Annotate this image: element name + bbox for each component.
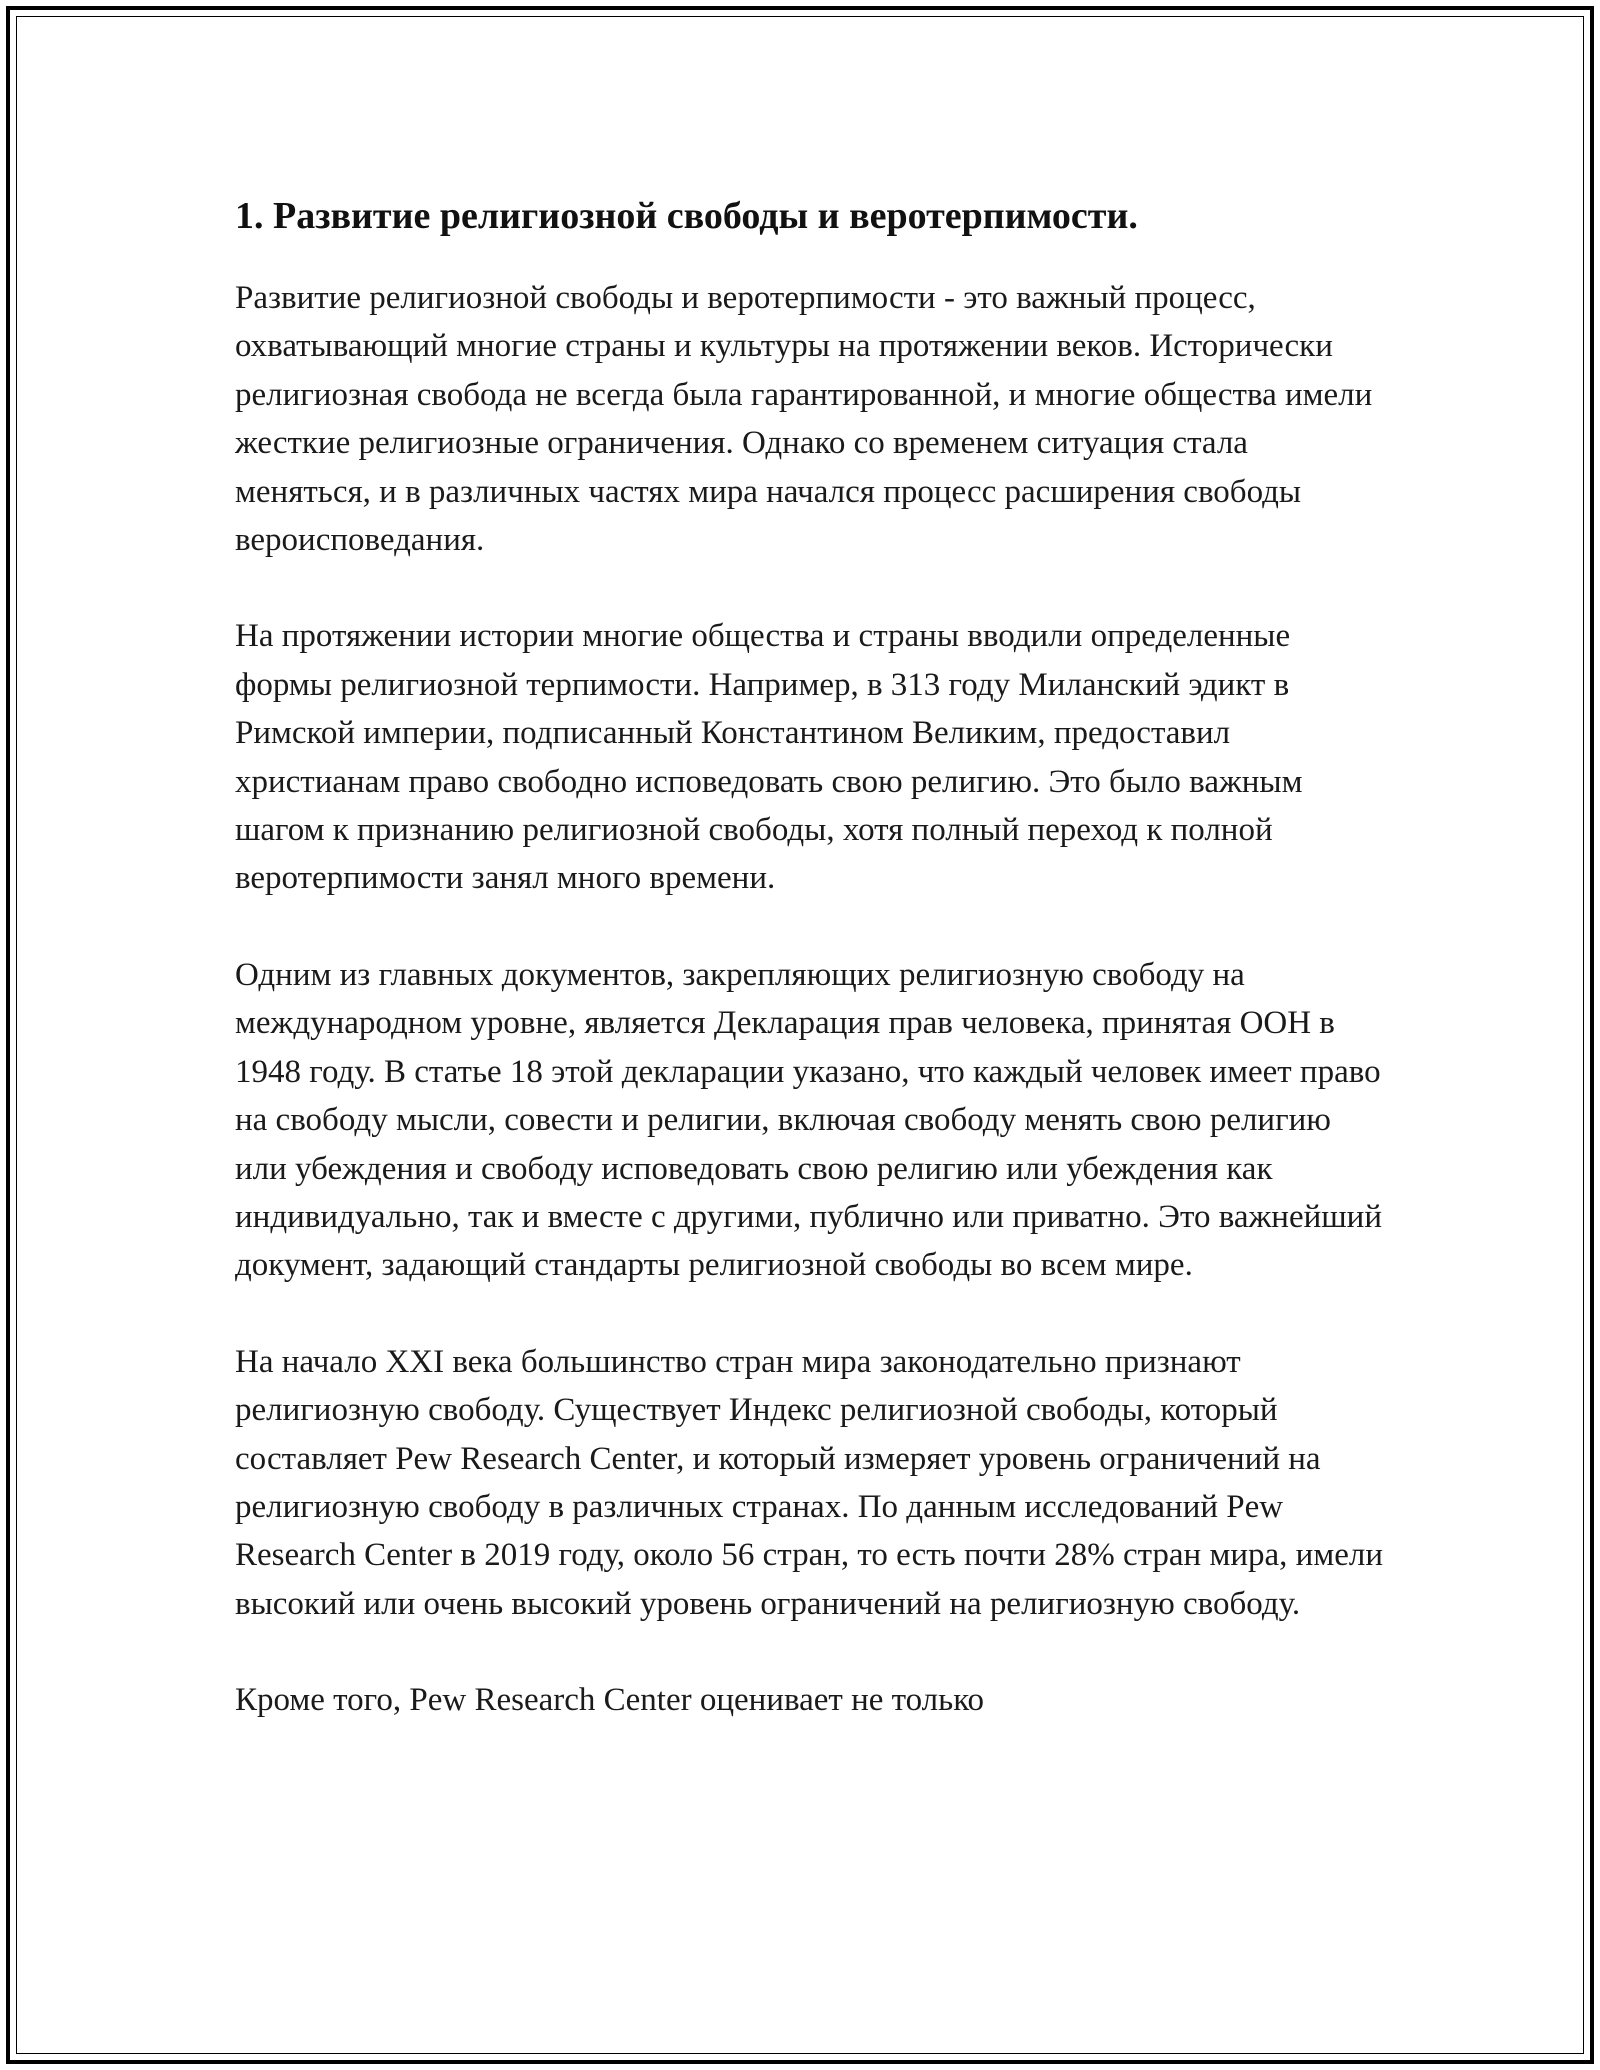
paragraph-3: Одним из главных документов, закрепляющих религиозную свободу на международном уровне, является Декларация прав человека, принятая ООН в 1948 году. В статье 18 этой декларации указано, что каждый человек имеет право на свободу мысли, совести и религии, включая свободу менять свою религию или убеждения и свободу исповедовать свою религию или убеждения как индивидуально, так и вместе с другими, публично или приватно. Это важнейший документ, задающий стандарты религиозной свободы во всем мире. xyxy=(235,956,1382,1284)
paragraph-2: На протяжении истории многие общества и страны вводили определенные формы религиозной терпимости. Например, в 313 году Миланский эдикт в Римской империи, подписанный Константином Великим, предоставил христианам право свободно исповедовать свою религию. Это было важным шагом к признанию религиозной свободы, хотя полный переход к полной веротерпимости занял много времени. xyxy=(235,618,1303,897)
section-heading: 1. Развитие религиозной свободы и веротерпимости. xyxy=(235,195,1138,237)
paragraph-4: На начало XXI века большинство стран мира законодательно признают религиозную свободу. Существует Индекс религиозной свободы, который составляет Pew Research Center, и который измеряет уровень ограничений на религиозную свободу в различных странах. По данным исследований Pew Research Center в 2019 году, около 56 стран, то есть почти 28% стран мира, имели высокий или очень высокий уровень ограничений на религиозную свободу. xyxy=(235,1343,1383,1622)
paragraph-5: Кроме того, Pew Research Center оценивает не только xyxy=(235,1682,985,1719)
document-body xyxy=(235,186,1385,1773)
paragraph-1: Развитие религиозной свободы и веротерпимости - это важный процесс, охватывающий многие страны и культуры на протяжении веков. Исторически религиозная свобода не всегда была гарантированной, и многие общества имели жесткие религиозные ограничения. Однако со временем ситуация стала меняться, и в различных частях мира начался процесс расширения свободы вероисповедания. xyxy=(235,280,1373,559)
